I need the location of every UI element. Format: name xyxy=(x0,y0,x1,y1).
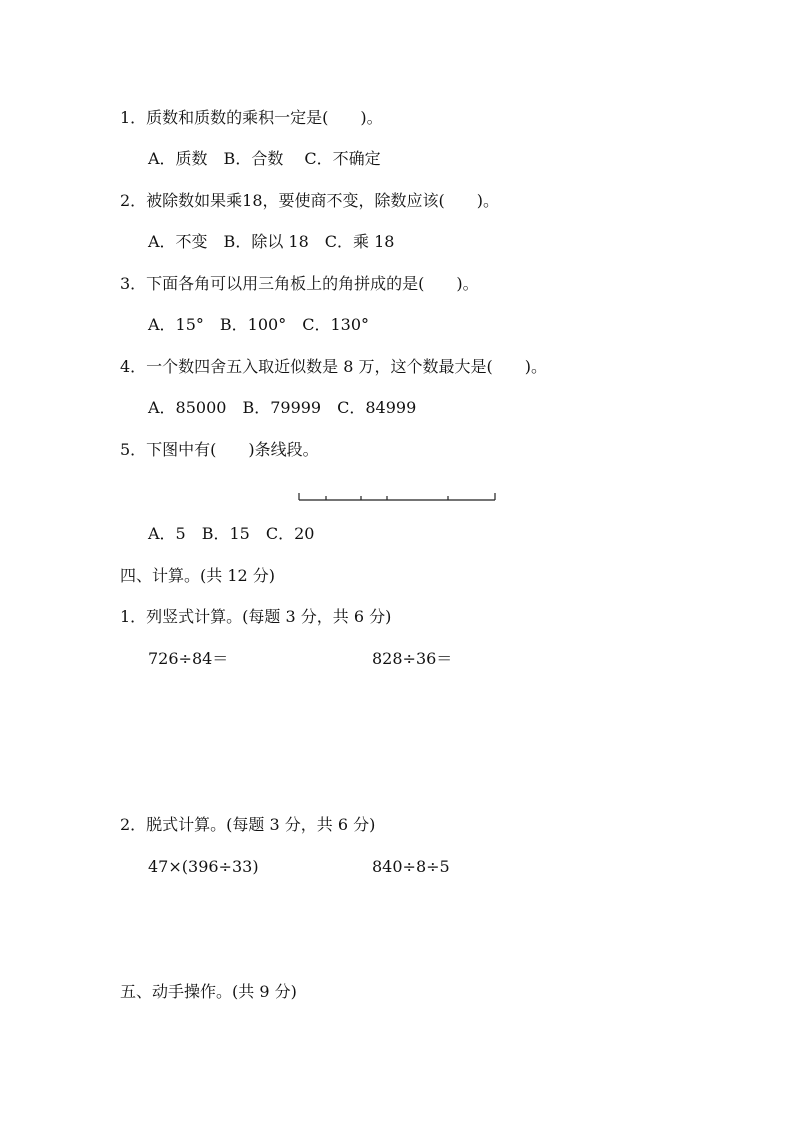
vertical-calc-a: 726÷84＝ xyxy=(148,649,229,668)
vertical-calc-b: 828÷36＝ xyxy=(372,649,453,668)
question-4-stem: 4．一个数四舍五入取近似数是 8 万，这个数最大是( )。 xyxy=(120,357,548,376)
question-1-stem: 1．质数和质数的乘积一定是( )。 xyxy=(120,108,383,127)
question-4-options: A．85000 B．79999 C．84999 xyxy=(148,398,417,417)
section-5-title: 五、动手操作。(共 9 分) xyxy=(120,982,297,1001)
question-2-options: A．不变 B．除以 18 C．乘 18 xyxy=(148,232,395,251)
section-4-title: 四、计算。(共 12 分) xyxy=(120,566,276,585)
question-2-stem: 2．被除数如果乘18，要使商不变，除数应该( )。 xyxy=(120,191,500,210)
section-4-part-1-title: 1．列竖式计算。(每题 3 分，共 6 分) xyxy=(120,607,392,626)
stepwise-calc-a: 47×(396÷33) xyxy=(148,857,259,876)
question-5-stem: 5．下图中有( )条线段。 xyxy=(120,440,319,459)
line-segment-figure xyxy=(298,490,498,504)
question-3-stem: 3．下面各角可以用三角板上的角拼成的是( )。 xyxy=(120,274,479,293)
question-1-options: A．质数 B．合数 C．不确定 xyxy=(148,149,381,168)
question-3-options: A．15° B．100° C．130° xyxy=(148,315,369,334)
section-4-part-2-title: 2．脱式计算。(每题 3 分，共 6 分) xyxy=(120,815,376,834)
stepwise-calc-b: 840÷8÷5 xyxy=(372,857,450,876)
question-5-options: A．5 B．15 C．20 xyxy=(148,524,315,543)
